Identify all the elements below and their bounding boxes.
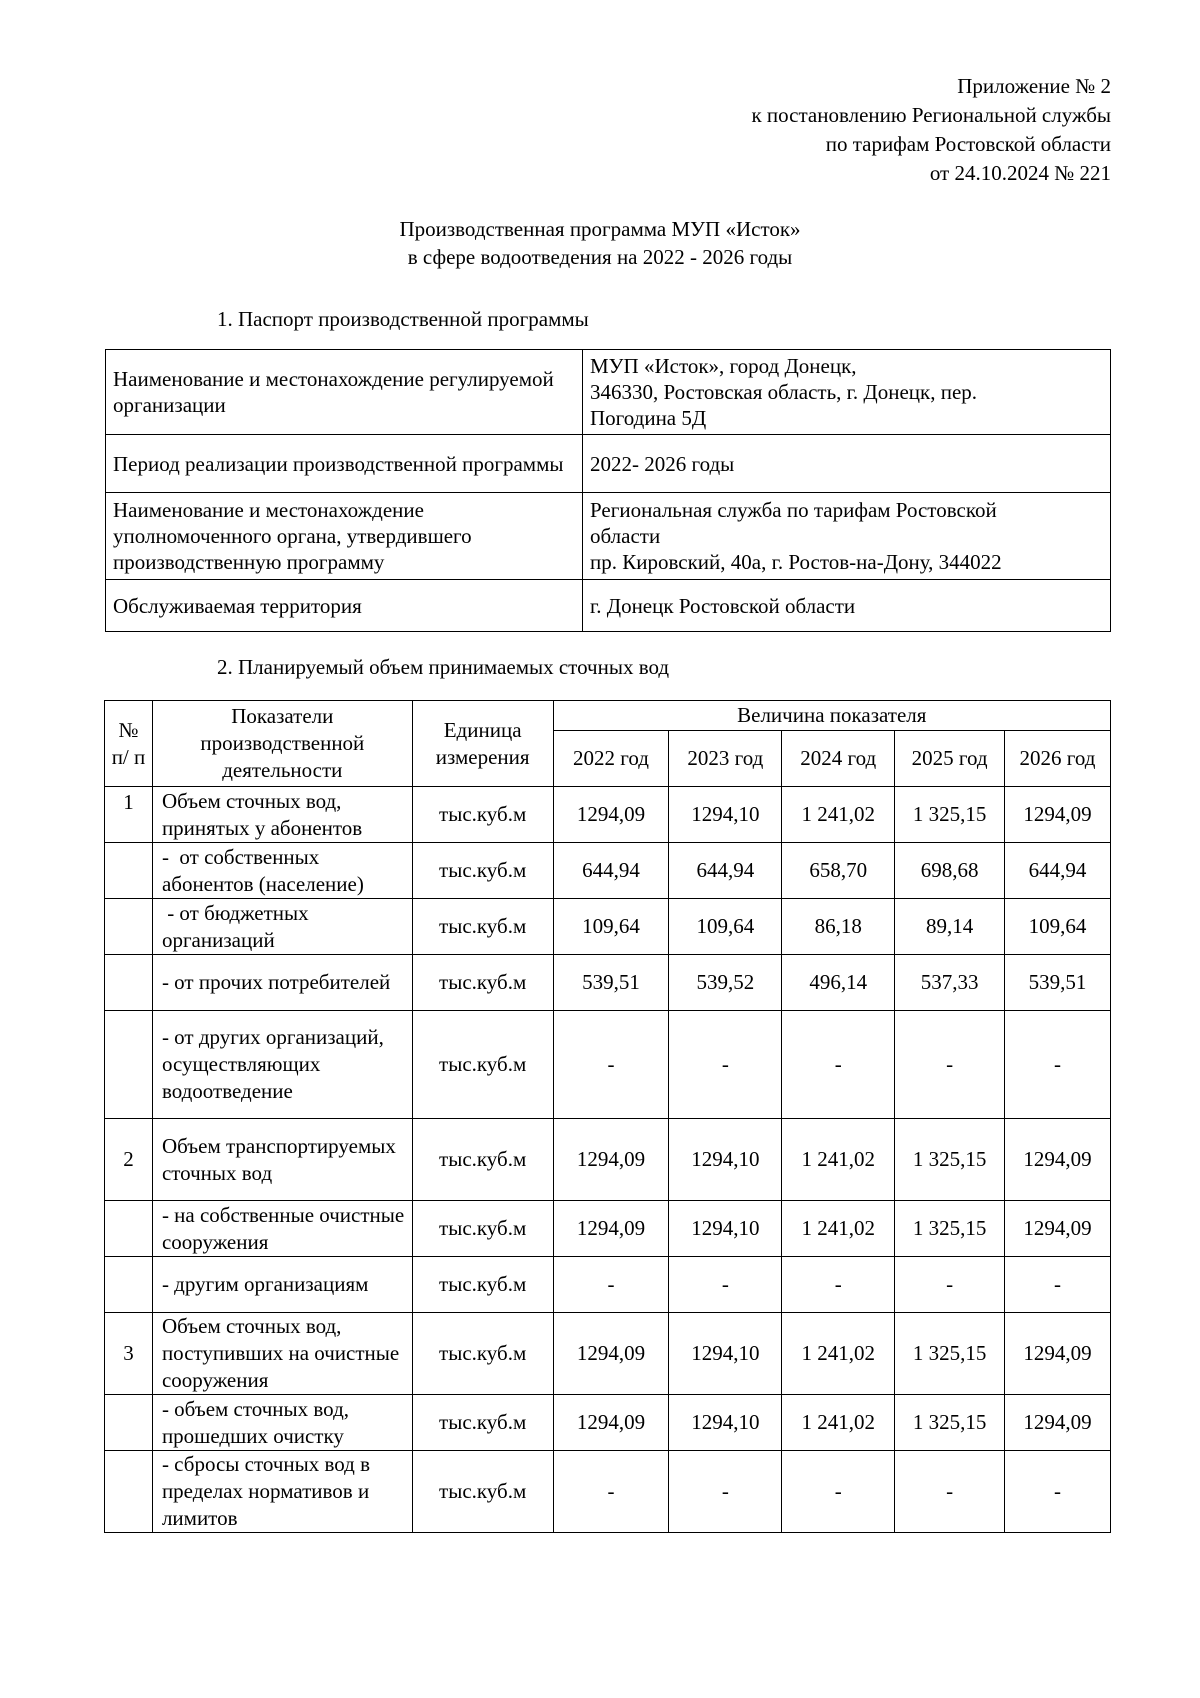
value-cell: - [1005,1011,1111,1119]
unit-cell: тыс.куб.м [412,1119,553,1201]
table-row [106,493,1111,580]
value-cell: - [895,1257,1005,1313]
value-cell: 1294,09 [553,1313,669,1395]
passport-table [105,349,1111,632]
value-cell: 539,52 [669,955,782,1011]
appendix-line: по тарифам Ростовской области [825,132,1111,156]
table-row [105,1011,1111,1119]
row-number [105,955,153,1011]
table-row [105,787,1111,843]
unit-cell: тыс.куб.м [412,955,553,1011]
value-cell: 109,64 [669,899,782,955]
value-cell: - [895,1011,1005,1119]
header-num: № п/ п [105,701,153,787]
unit-cell: тыс.куб.м [412,787,553,843]
value-cell: 539,51 [553,955,669,1011]
row-number: 1 [105,787,153,843]
table-row [106,350,1111,435]
value-cell: 86,18 [782,899,895,955]
unit-cell: тыс.куб.м [412,1395,553,1451]
table-row [105,1201,1111,1257]
value-line: Погодина 5Д [590,406,707,430]
value-line: МУП «Исток», город Донецк, [590,354,857,378]
value-cell: 1294,09 [553,787,669,843]
unit-cell: тыс.куб.м [412,1451,553,1533]
row-number [105,1395,153,1451]
passport-label: Период реализации производственной программы [106,435,583,493]
value-line: 346330, Ростовская область, г. Донецк, пер. [590,380,978,404]
value-cell: 496,14 [782,955,895,1011]
indicator-cell: - другим организациям [152,1257,412,1313]
unit-cell: тыс.куб.м [412,1313,553,1395]
table-row [106,435,1111,493]
value-cell: 1294,10 [669,1201,782,1257]
indicator-cell: - от бюджетных организаций [152,899,412,955]
row-number [105,1257,153,1313]
indicator-cell: - от прочих потребителей [152,955,412,1011]
header-row [105,701,1111,731]
value-cell: 1294,09 [1005,1119,1111,1201]
passport-value [583,435,1111,493]
volumes-body [105,787,1111,1533]
value-cell: 1 325,15 [895,1313,1005,1395]
table-row [105,1395,1111,1451]
table-row [105,955,1111,1011]
value-cell: 1 241,02 [782,1201,895,1257]
value-cell: 1 241,02 [782,1119,895,1201]
indicator-cell: Объем сточных вод, принятых у абонентов [152,787,412,843]
unit-cell: тыс.куб.м [412,1257,553,1313]
value-cell: 1294,09 [553,1119,669,1201]
indicator-cell: Объем транспортируемых сточных вод [152,1119,412,1201]
value-cell: 1294,09 [553,1201,669,1257]
table-row [105,1451,1111,1533]
value-cell: - [782,1451,895,1533]
passport-label: Наименование и местонахождение уполномоченного органа, утвердившего производственную программу [106,493,583,580]
value-cell: 1294,09 [1005,1313,1111,1395]
header-year: 2024 год [782,731,895,787]
document-title [0,215,1200,271]
value-cell: 109,64 [553,899,669,955]
value-cell: - [1005,1257,1111,1313]
value-cell: - [1005,1451,1111,1533]
value-cell: 1294,10 [669,787,782,843]
passport-value [583,580,1111,632]
indicator-cell: - на собственные очистные сооружения [152,1201,412,1257]
row-number [105,899,153,955]
indicator-cell: - от других организаций, осуществляющих водоотведение [152,1011,412,1119]
value-cell: 1294,09 [553,1395,669,1451]
title-line: Производственная программа МУП «Исток» [399,217,801,241]
section-1-heading: 1. Паспорт производственной программы [217,307,589,331]
value-cell: - [782,1257,895,1313]
appendix-line: Приложение № 2 [957,74,1111,98]
appendix-line: к постановлению Региональной службы [751,103,1111,127]
passport-label: Наименование и местонахождение регулируемой организации [106,350,583,435]
header-year: 2023 год [669,731,782,787]
table-row [105,1257,1111,1313]
value-cell: 1294,09 [1005,787,1111,843]
header-unit: Единица измерения [412,701,553,787]
value-cell: 698,68 [895,843,1005,899]
value-cell: 644,94 [669,843,782,899]
table-row [105,843,1111,899]
value-cell: 1 325,15 [895,787,1005,843]
section-2-heading: 2. Планируемый объем принимаемых сточных вод [217,655,670,679]
unit-cell: тыс.куб.м [412,1011,553,1119]
row-number [105,843,153,899]
table-row [105,1119,1111,1201]
value-cell: 1294,09 [1005,1395,1111,1451]
passport-value [583,350,1111,435]
value-cell: - [553,1451,669,1533]
value-cell: 644,94 [553,843,669,899]
header-year: 2026 год [1005,731,1111,787]
indicator-cell: - от собственных абонентов (население) [152,843,412,899]
row-number [105,1011,153,1119]
unit-cell: тыс.куб.м [412,1201,553,1257]
value-cell: 1 325,15 [895,1395,1005,1451]
value-cell: 539,51 [1005,955,1111,1011]
value-cell: 1294,09 [1005,1201,1111,1257]
row-number: 3 [105,1313,153,1395]
row-number: 2 [105,1119,153,1201]
row-number [105,1451,153,1533]
passport-label: Обслуживаемая территория [106,580,583,632]
value-cell: 1294,10 [669,1119,782,1201]
indicator-cell: - объем сточных вод, прошедших очистку [152,1395,412,1451]
table-row [106,580,1111,632]
header-indicator: Показатели производственной деятельности [152,701,412,787]
value-cell: 89,14 [895,899,1005,955]
value-cell: - [553,1257,669,1313]
table-row [105,899,1111,955]
value-cell: 644,94 [1005,843,1111,899]
value-line: пр. Кировский, 40а, г. Ростов-на-Дону, 344022 [590,550,1002,574]
value-cell: - [782,1011,895,1119]
table-row [105,1313,1111,1395]
value-cell: 1294,10 [669,1313,782,1395]
appendix-header [751,72,1111,188]
value-cell: 537,33 [895,955,1005,1011]
value-cell: 658,70 [782,843,895,899]
unit-cell: тыс.куб.м [412,899,553,955]
value-cell: - [669,1011,782,1119]
value-cell: 1294,10 [669,1395,782,1451]
value-cell: 1 325,15 [895,1119,1005,1201]
row-number [105,1201,153,1257]
value-cell: 1 241,02 [782,787,895,843]
value-cell: - [553,1011,669,1119]
value-cell: 1 241,02 [782,1313,895,1395]
value-line: Региональная служба по тарифам Ростовской [590,498,997,522]
indicator-cell: - сбросы сточных вод в пределах нормативов и лимитов [152,1451,412,1533]
value-cell: - [669,1257,782,1313]
value-cell: - [895,1451,1005,1533]
value-cell: 109,64 [1005,899,1111,955]
volumes-table [104,700,1111,1533]
value-cell: - [669,1451,782,1533]
unit-cell: тыс.куб.м [412,843,553,899]
header-year: 2022 год [553,731,669,787]
value-cell: 1 241,02 [782,1395,895,1451]
header-value-group: Величина показателя [553,701,1110,731]
indicator-cell: Объем сточных вод, поступивших на очистные сооружения [152,1313,412,1395]
title-line: в сфере водоотведения на 2022 - 2026 годы [407,245,793,269]
value-line: 2022- 2026 годы [590,451,735,476]
appendix-line: от 24.10.2024 № 221 [929,161,1111,185]
value-cell: 1 325,15 [895,1201,1005,1257]
value-line: области [590,524,661,548]
passport-value [583,493,1111,580]
header-year: 2025 год [895,731,1005,787]
value-line: г. Донецк Ростовской области [590,593,856,618]
